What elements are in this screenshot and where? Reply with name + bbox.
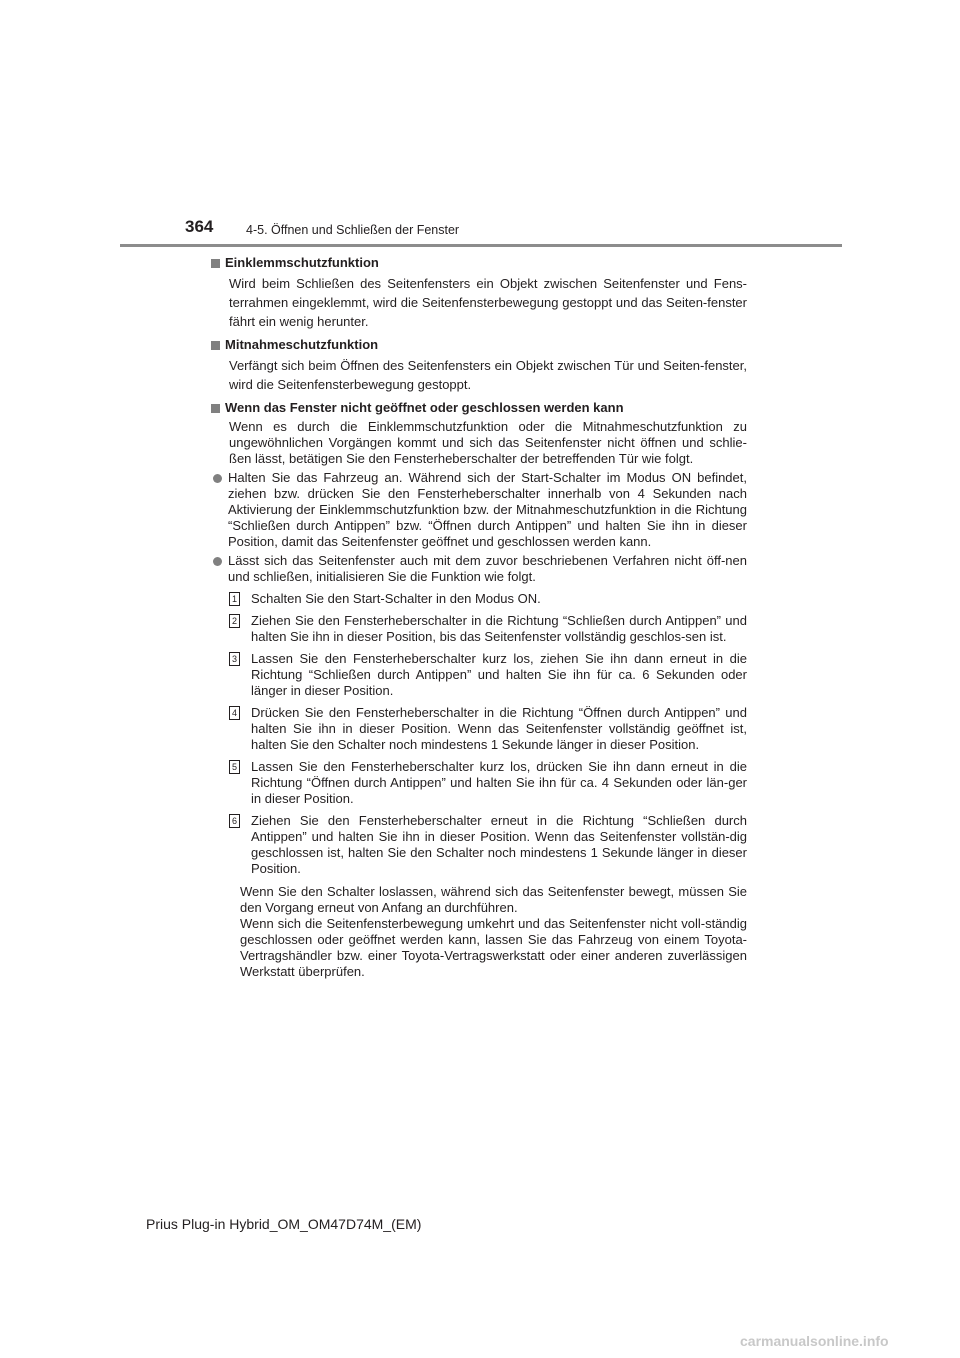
page-content (211, 255, 747, 986)
step-number-badge: 3 (229, 652, 240, 666)
section-heading (211, 400, 747, 416)
step-text: Drücken Sie den Fensterheberschalter in die Richtung “Öffnen durch Antippen” und halten Sie ihn in dieser Position. Wenn das Seitenfenster vollständig geöffnet ist, halten Sie den Schalter noch mindestens 1 Sekunde länger in dieser Position. (251, 705, 747, 752)
step-text: Lassen Sie den Fensterheberschalter kurz los, drücken Sie ihn dann erneut in die Richtung “Öffnen durch Antippen” und halten Sie ihn für ca. 4 Sekunden oder län-ger in dieser Position. (251, 759, 747, 806)
step-item (229, 759, 747, 807)
heading-text: Mitnahmeschutzfunktion (225, 337, 379, 352)
section-paragraph: Wenn es durch die Einklemmschutzfunktion oder die Mitnahmeschutzfunktion zu ungewöhnlichen Vorgängen kommt und sich das Seitenfenster nicht öffnen und schlie-ßen lässt, betätigen Sie den Fensterheberschalter der betreffenden Tür wie folgt. (229, 419, 747, 466)
step-number-badge: 2 (229, 614, 240, 628)
note-line: Wenn sich die Seitenfensterbewegung umkehrt und das Seitenfenster nicht voll-ständig geschlossen oder geöffnet werden kann, lassen Sie das Fahrzeug von einem Toyota-Vertragshändler bzw. einer Toyota-Vertragswerkstatt oder einer anderen zuverlässigen Werkstatt überprüfen. (240, 916, 747, 979)
step-text: Ziehen Sie den Fensterheberschalter in die Richtung “Schließen durch Antippen” und halten Sie ihn in dieser Position, bis das Seitenfenster vollständig geschlos-sen ist. (251, 613, 747, 644)
step-number-badge: 4 (229, 706, 240, 720)
bullet-item (211, 553, 747, 585)
footer-manual-id: Prius Plug-in Hybrid_OM_OM47D74M_(EM) (146, 1216, 422, 1232)
circle-bullet-icon (213, 474, 222, 483)
heading-text: Einklemmschutzfunktion (225, 255, 379, 270)
step-text: Schalten Sie den Start-Schalter in den Modus ON. (251, 591, 541, 606)
step-item (229, 651, 747, 699)
bullet-text: Lässt sich das Seitenfenster auch mit dem zuvor beschriebenen Verfahren nicht öff-nen und schließen, initialisieren Sie die Funktion wie folgt. (228, 553, 747, 584)
step-item (229, 591, 747, 607)
section-paragraph: Verfängt sich beim Öffnen des Seitenfensters ein Objekt zwischen Tür und Seiten-fenster, wird die Seitenfensterbewegung gestoppt. (229, 358, 747, 392)
step-text: Ziehen Sie den Fensterheberschalter erneut in die Richtung “Schließen durch Antippen” und halten Sie ihn in dieser Position. Wenn das Seitenfenster vollstän-dig geschlossen ist, halten Sie den Schalter noch mindestens 1 Sekunde länger in dieser Position. (251, 813, 747, 876)
circle-bullet-icon (213, 557, 222, 566)
step-text: Lassen Sie den Fensterheberschalter kurz los, ziehen Sie ihn dann erneut in die Richtung “Schließen durch Antippen” und halten Sie ihn für ca. 6 Sekunden oder länger in dieser Position. (251, 651, 747, 698)
closing-note (240, 884, 747, 980)
header-rule (120, 244, 842, 247)
step-item (229, 705, 747, 753)
section-paragraph: Wird beim Schließen des Seitenfensters ein Objekt zwischen Seitenfenster und Fens-terrahmen eingeklemmt, wird die Seitenfensterbewegung gestoppt und das Seiten-fenster fährt ein wenig herunter. (229, 276, 747, 329)
step-number-badge: 5 (229, 760, 240, 774)
section-mitnahmeschutz (211, 337, 747, 394)
step-number-badge: 6 (229, 814, 240, 828)
watermark: carmanualsonline.info (740, 1333, 889, 1349)
square-bullet-icon (211, 341, 220, 350)
step-number-badge: 1 (229, 592, 240, 606)
bullet-text: Halten Sie das Fahrzeug an. Während sich der Start-Schalter im Modus ON befindet, ziehen bzw. drücken Sie den Fensterheberschalter innerhalb von 4 Sekunden nach Aktivierung der Einklemmschutzfunktion bzw. der Mitnahmeschutzfunktion in die Richtung “Schließen durch Antippen” bzw. “Öffnen durch Antippen” und halten Sie ihn in dieser Position, damit das Seitenfenster geöffnet und geschlossen werden kann. (228, 470, 747, 549)
note-line: Wenn Sie den Schalter loslassen, während sich das Seitenfenster bewegt, müssen Sie den Vorgang erneut von Anfang an durchführen. (240, 884, 747, 915)
page-number: 364 (185, 217, 214, 236)
heading-text: Wenn das Fenster nicht geöffnet oder geschlossen werden kann (225, 400, 624, 415)
square-bullet-icon (211, 259, 220, 268)
section-heading (211, 337, 747, 353)
section-title: 4-5. Öffnen und Schließen der Fenster (246, 223, 460, 237)
square-bullet-icon (211, 404, 220, 413)
step-item (229, 813, 747, 877)
section-fenster-klemmt (211, 400, 747, 980)
step-item (229, 613, 747, 645)
section-heading (211, 255, 747, 271)
section-einklemmschutz (211, 255, 747, 331)
bullet-item (211, 470, 747, 550)
